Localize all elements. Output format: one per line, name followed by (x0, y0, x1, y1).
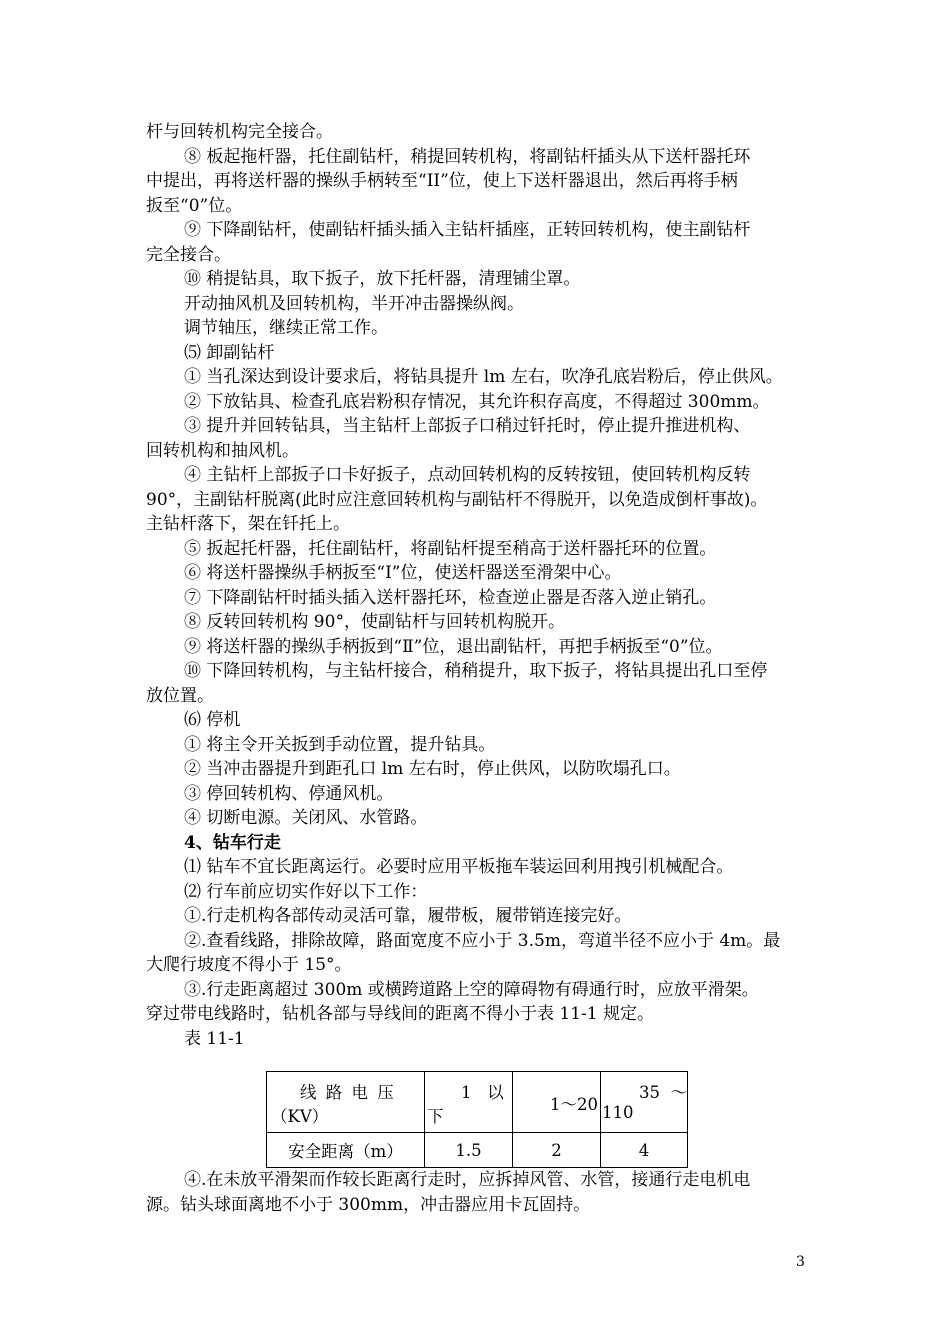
text-line: ⑦ 下降副钻杆时插头插入送杆器托环，检查逆止器是否落入逆止销孔。 (184, 587, 717, 608)
table-cell-text: 35 ～ (639, 1083, 687, 1102)
text-line: ④ 切断电源。关闭风、水管路。 (184, 808, 428, 828)
table-cell-text: 线 路 电 压 (300, 1083, 396, 1102)
text-line: ①.行走机构各部传动灵活可靠，履带板，履带销连接完好。 (184, 906, 632, 926)
text-line: ③ 提升并回转钻具，当主钻杆上部扳子口稍过钎托时，停止提升推进机构、 (184, 416, 751, 436)
text-line: ⑧ 板起拖杆器，托住副钻杆，稍提回转机构，将副钻杆插头从下送杆器托环 (184, 146, 751, 167)
text-line: 回转机构和抽风机。 (146, 440, 299, 461)
table-cell-text: 110 (602, 1103, 634, 1122)
document-body (146, 120, 816, 1051)
text-line: 90°，主副钻杆脱离(此时应注意回转机构与副钻杆不得脱开，以免造成倒杆事故)。 (146, 489, 768, 510)
table-cell-text: 1～20 (550, 1095, 598, 1114)
text-line: ⑨ 下降副钻杆，使副钻杆插头插入主钻杆插座，正转回转机构，使主副钻杆 (184, 220, 751, 240)
table-cell: 2 (513, 1133, 601, 1168)
text-line: 放位置。 (146, 685, 214, 706)
text-line: 穿过带电线路时，钻机各部与导线间的距离不得小于表 11-1 规定。 (146, 1004, 654, 1024)
text-line: 主钻杆落下，架在钎托上。 (146, 514, 350, 534)
text-line: ② 当冲击器提升到距孔口 lm 左右时，停止供风，以防吹塌孔口。 (184, 759, 681, 779)
table-cell: 1.5 (425, 1133, 513, 1168)
text-line: 完全接合。 (146, 244, 231, 265)
text-line: 扳至“0”位。 (146, 195, 243, 216)
text-line: ⑩ 稍提钻具，取下扳子，放下托杆器，清理铺尘罩。 (184, 269, 581, 289)
table-caption: 表 11-1 (184, 1028, 245, 1049)
section-heading: ⑸ 卸副钻杆 (184, 342, 275, 363)
text-line: 源。钻头球面离地不小于 300mm，冲击器应用卡瓦固持。 (146, 1194, 591, 1215)
text-line: ③.行走距离超过 300m 或横跨道路上空的障碍物有碍通行时，应放平滑架。 (184, 979, 759, 1000)
voltage-distance-table (266, 1071, 688, 1168)
table-header-cell (425, 1072, 513, 1133)
text-line: ① 将主令开关扳到手动位置，提升钻具。 (184, 734, 496, 755)
text-line: ③ 停回转机构、停通风机。 (184, 783, 394, 804)
text-line: ④.在未放平滑架而作较长距离行走时，应拆掉风管、水管，接通行走电机电 (184, 1170, 751, 1190)
text-line: ②.查看线路，排除故障，路面宽度不应小于 3.5m，弯道半径不应小于 4m。最 (184, 930, 781, 951)
text-line: ⑥ 将送杆器操纵手柄扳至“I”位，使送杆器送至滑架中心。 (184, 563, 622, 583)
table-row-label: 安全距离（m） (267, 1133, 425, 1168)
text-line: 杆与回转机构完全接合。 (146, 122, 333, 142)
text-line: ⑩ 下降回转机构，与主钻杆接合，稍稍提升，取下扳子，将钻具提出孔口至停 (184, 661, 768, 681)
table-cell: 4 (601, 1133, 688, 1168)
table-cell-text: （KV） (271, 1107, 329, 1126)
text-line: 调节轴压，继续正常工作。 (184, 318, 388, 338)
page-number: 3 (796, 1254, 805, 1270)
text-line: ① 当孔深达到设计要求后，将钻具提升 lm 左右，吹净孔底岩粉后，停止供风。 (184, 367, 783, 387)
section-heading: 4、钻车行走 (184, 832, 281, 853)
table-header-cell (601, 1072, 688, 1133)
document-body-after-table (146, 1168, 816, 1217)
table-header-label (267, 1072, 425, 1133)
text-line: 中提出，再将送杆器的操纵手柄转至“II”位，使上下送杆器退出，然后再将手柄 (146, 171, 738, 191)
section-heading: ⑹ 停机 (184, 710, 241, 730)
text-line: ⑤ 扳起托杆器，托住副钻杆，将副钻杆提至稍高于送杆器托环的位置。 (184, 538, 717, 559)
text-line: ④ 主钻杆上部扳子口卡好扳子，点动回转机构的反转按钮，使回转机构反转 (184, 465, 751, 485)
table-cell-text: 1 以 (461, 1083, 504, 1102)
text-line: ⑴ 钻车不宜长距离运行。必要时应用平板拖车装运回利用拽引机械配合。 (184, 857, 734, 877)
table-header-cell (513, 1072, 601, 1133)
text-line: ② 下放钻具、检查孔底岩粉积存情况，其允许积存高度，不得超过 300mm。 (184, 391, 770, 412)
text-line: ⑨ 将送杆器的操纵手柄扳到“Ⅱ”位，退出副钻杆，再把手柄扳至“0”位。 (184, 636, 723, 657)
text-line: 开动抽风机及回转机构，半开冲击器操纵阀。 (184, 293, 524, 314)
table-cell-text: 下 (427, 1107, 444, 1126)
text-line: ⑧ 反转回转机构 90°，使副钻杆与回转机构脱开。 (184, 612, 565, 632)
text-line: 大爬行坡度不得小于 15°。 (146, 955, 352, 975)
text-line: ⑵ 行车前应切实作好以下工作： (184, 881, 428, 902)
